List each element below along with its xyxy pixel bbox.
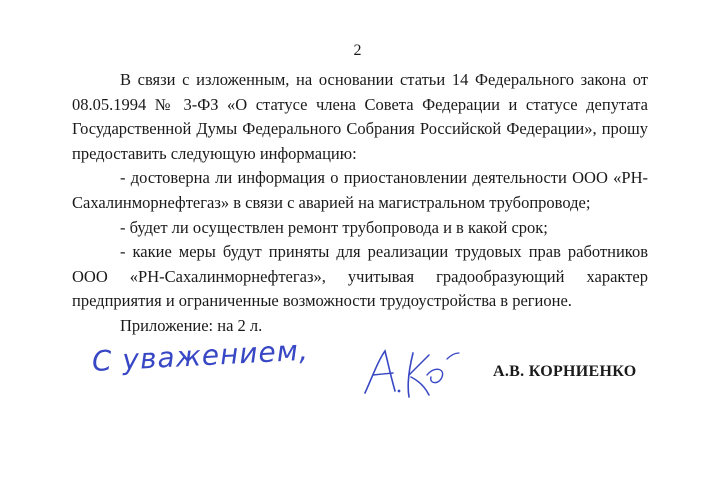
paragraph-line-4: прошу предоставить следующую информацию: <box>72 119 648 163</box>
request-item-3-line-3: предприятия и ограниченные возможности трудоустройства в регионе. <box>72 291 572 311</box>
request-item-1-line-1: - достоверна ли информация о приостановлении деятельности ООО <box>120 168 608 188</box>
handwritten-signoff: С уважением, <box>91 333 310 378</box>
page-number: 2 <box>353 42 362 59</box>
request-item-2-line-1: - будет ли осуществлен ремонт трубопровода и в какой срок; <box>120 217 548 237</box>
paragraph-line-1: В связи с изложенным, на основании статьи 14 Федерального закона от <box>120 70 648 89</box>
paragraph-line-3: Государственной Думы Федерального Собрания Российской Федерации», <box>72 119 597 139</box>
request-item-1-line-2: «РН-Сахалинморнефтегаз» в связи с аварией на магистральном трубопроводе; <box>72 168 649 212</box>
request-item-3 <box>72 240 648 314</box>
signature-mark <box>355 345 465 405</box>
letter-body <box>72 68 648 339</box>
request-item-1 <box>72 166 648 215</box>
signer-name: А.В. КОРНИЕНКО <box>493 363 637 380</box>
paragraph-line-2: 08.05.1994 № 3-ФЗ «О статусе члена Совета Федерации и статусе депутата <box>72 94 648 114</box>
request-item-3-line-1: - какие меры будут приняты для реализации трудовых прав работников <box>120 242 648 262</box>
request-item-2 <box>72 216 648 241</box>
main-paragraph <box>72 68 648 166</box>
attachment-note: Приложение: на 2 л. <box>120 315 263 335</box>
request-item-3-line-2: ООО «РН-Сахалинморнефтегаз», учитывая градообразующий характер <box>72 266 648 286</box>
